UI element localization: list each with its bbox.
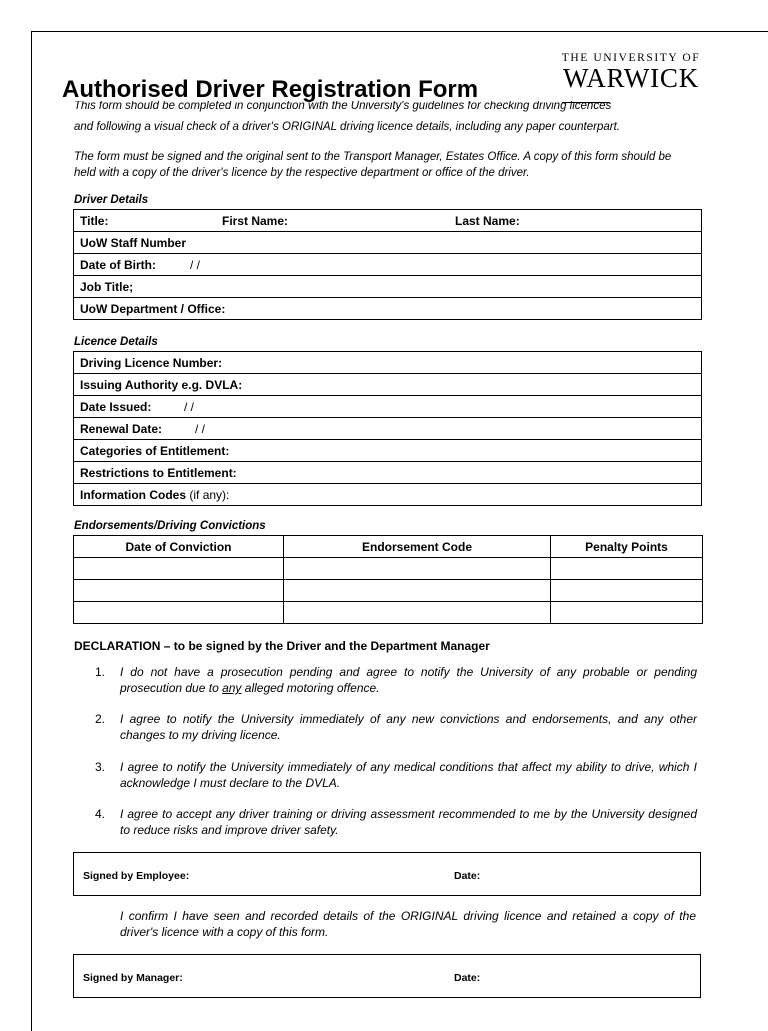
manager-confirmation-text: I confirm I have seen and recorded details of the ORIGINAL driving licence and retained a copy of the driver's licence with a copy of this form. [120,909,696,939]
manager-signature-label: Signed by Manager: [83,972,183,984]
info-codes-note: (if any): [189,487,230,502]
dob-slashes: / / [190,257,201,272]
table-cell[interactable] [284,602,551,624]
licence-details-table [73,351,702,506]
form-title: Authorised Driver Registration Form [62,76,479,103]
renewal-date-label: Renewal Date: [80,421,163,436]
date-issued-label: Date Issued: [80,399,152,414]
date-of-birth-field[interactable] [74,254,702,276]
declaration-heading: DECLARATION – to be signed by the Driver and the Department Manager [74,639,490,653]
manager-signature-box[interactable] [73,954,701,998]
logo-line-2: WARWICK [562,63,700,93]
declaration-item-2 [95,711,697,743]
categories-field[interactable] [74,440,702,462]
info-codes-field[interactable] [74,484,702,506]
item-2-text: I agree to notify the University immediately of any new convictions and endorsements, and any other changes to my driving licence. [120,712,697,742]
driver-details-table [73,209,702,320]
declaration-item-3 [95,759,697,791]
licence-details-heading: Licence Details [74,336,158,348]
table-row [74,484,702,506]
staff-number-label: UoW Staff Number [80,235,186,250]
item-4-text: I agree to accept any driver training or driving assessment recommended to me by the University designed to reduce risks and improve driver safety. [120,807,697,837]
restrictions-label: Restrictions to Entitlement: [80,465,237,480]
table-cell[interactable] [74,580,284,602]
table-row [74,440,702,462]
dob-label: Date of Birth: [80,257,156,272]
licence-number-field[interactable] [74,352,702,374]
issuing-authority-label: Issuing Authority e.g. DVLA: [80,377,243,392]
item-1-underlined: any [222,681,242,695]
name-row[interactable] [74,210,702,232]
declaration-item-4 [95,806,697,838]
item-number: 3. [95,760,106,774]
renewal-date-slashes: / / [195,421,206,436]
table-row [74,580,703,602]
last-name-label: Last Name: [455,213,520,228]
item-1-text-start: I do not have a prosecution pending and agree to notify the University of any probable or pending prosecution due to [120,665,697,695]
info-codes-label: Information Codes [80,487,187,502]
table-row [74,374,702,396]
job-title-field[interactable] [74,276,702,298]
item-number: 1. [95,665,106,679]
date-issued-slashes: / / [184,399,195,414]
table-row [74,602,703,624]
intro-obscured-line [74,101,696,117]
table-cell[interactable] [551,558,703,580]
logo-line-1: THE UNIVERSITY OF [561,52,701,64]
employee-signature-label: Signed by Employee: [83,870,190,882]
department-field[interactable] [74,298,702,320]
driver-details-heading: Driver Details [74,194,149,206]
table-row [74,462,702,484]
table-cell[interactable] [551,580,703,602]
title-label: Title: [80,213,109,228]
intro-line-2: and following a visual check of a driver's ORIGINAL driving licence details, including any paper counterpart. [74,121,620,133]
table-row [74,232,702,254]
department-label: UoW Department / Office: [80,301,226,316]
staff-number-field[interactable] [74,232,702,254]
table-cell[interactable] [284,580,551,602]
employee-signature-box[interactable] [73,852,701,896]
table-row [74,276,702,298]
endorsements-heading: Endorsements/Driving Convictions [74,520,266,532]
endorsements-table [73,535,703,624]
date-issued-field[interactable] [74,396,702,418]
col-penalty-points: Penalty Points [551,536,703,558]
table-cell[interactable] [551,602,703,624]
intro-paragraph-2: The form must be signed and the original sent to the Transport Manager, Estates Office. A copy of this form should be held with a copy of the driver's licence by the respective department or office of the driver. [74,151,672,179]
table-row [74,254,702,276]
issuing-authority-field[interactable] [74,374,702,396]
categories-label: Categories of Entitlement: [80,443,230,458]
first-name-label: First Name: [222,213,289,228]
col-endorsement-code: Endorsement Code [284,536,551,558]
table-row [74,396,702,418]
table-row [74,210,702,232]
table-row [74,558,703,580]
col-date-of-conviction: Date of Conviction [74,536,284,558]
employee-date-label: Date: [454,870,481,882]
table-row [74,298,702,320]
item-number: 2. [95,712,106,726]
manager-date-label: Date: [454,972,481,984]
job-title-label: Job Title; [80,279,134,294]
intro-line-1: This form should be completed in conjunction with the University's guidelines for checking driving licences [74,101,612,112]
item-1-text-end: alleged motoring offence. [241,681,380,695]
table-row [74,418,702,440]
table-cell[interactable] [74,602,284,624]
item-3-text: I agree to notify the University immediately of any medical conditions that affect my ability to drive, which I acknowledge I must declare to the DVLA. [120,760,697,790]
university-logo [560,52,702,92]
table-row [74,352,702,374]
declaration-item-1 [95,664,697,696]
table-header-row [74,536,703,558]
licence-number-label: Driving Licence Number: [80,355,223,370]
renewal-date-field[interactable] [74,418,702,440]
item-number: 4. [95,807,106,821]
restrictions-field[interactable] [74,462,702,484]
table-cell[interactable] [284,558,551,580]
table-cell[interactable] [74,558,284,580]
